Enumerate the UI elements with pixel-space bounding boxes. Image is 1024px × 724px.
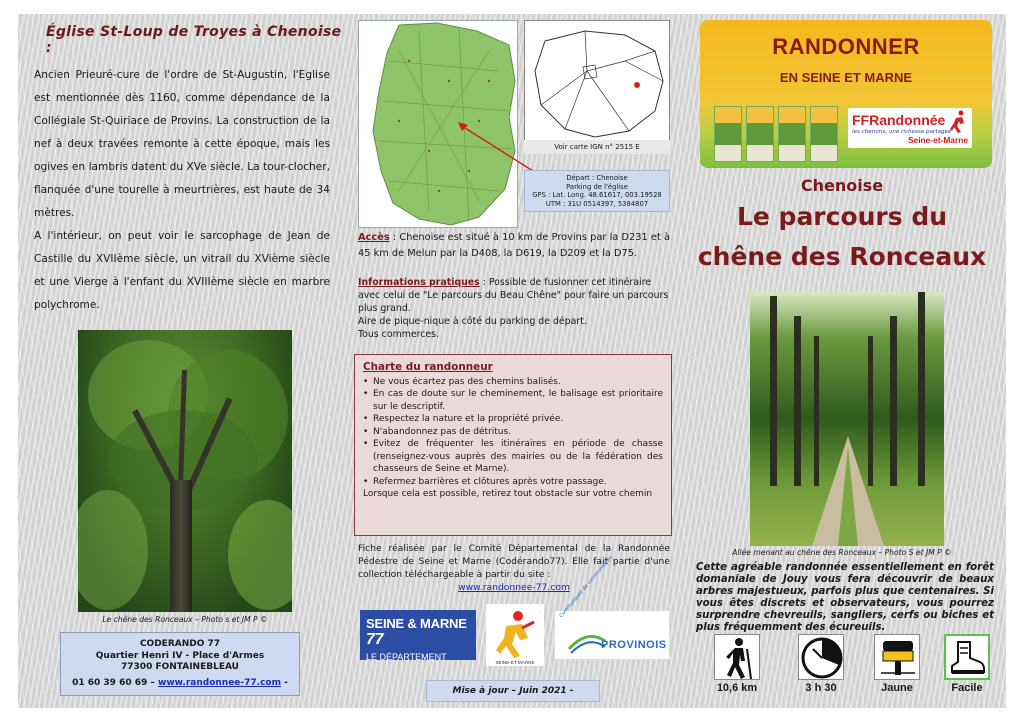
hiker-charter-box — [354, 354, 672, 536]
fiche-credit: Fiche réalisée par le Comité Départemental de la Randonnée Pédestre de Seine et Marne (Codérando77). Elle fait partie d'une collection téléchargeable à partir du site : — [358, 543, 670, 580]
seine-marne-logo-subtitle: LE DÉPARTEMENT — [366, 652, 447, 662]
panel-middle — [348, 14, 678, 708]
seine-marne-logo-text: SEINE & MARNE — [366, 616, 467, 631]
departure-line: UTM : 31U 0514397, 5384807 — [545, 199, 649, 208]
ign-map-note: Voir carte IGN n° 2515 E — [524, 140, 670, 154]
oak-tree-photo — [78, 330, 292, 612]
contact-phone: 01 60 39 60 69 – — [72, 677, 155, 688]
ff-small-logo-text: SEINE-ET-MARNE — [495, 660, 535, 665]
difficulty-card — [944, 634, 990, 680]
provinois-logo — [554, 554, 670, 660]
clock-icon — [799, 635, 845, 681]
guidebook-cover — [714, 106, 742, 162]
charter-item: • N'abandonnez pas de détritus. — [363, 426, 663, 439]
practical-info-section — [358, 276, 670, 341]
forest-path-photo — [750, 292, 944, 546]
church-title: Église St-Loup de Troyes à Chenoise : — [46, 24, 342, 56]
church-paragraph-1: Ancien Prieuré-cure de l'ordre de St-Augustin, l'Eglise est mentionnée dès 1160, comme dépendance de la Collégiale St-Quiriace de Provins. La construction de la nef à deux travées remonte à cette époque, mais les ogives en lambris datent du XVe siècle. La tour-clocher, flanquée d'une tourelle à meurtrières, est haute de 34 mètres. — [34, 69, 330, 219]
marking-label: Jaune — [881, 682, 913, 694]
update-date: Mise à jour – Juin 2021 - — [426, 680, 600, 702]
contact-phone-line — [61, 678, 299, 690]
departure-line: Parking de l'église — [566, 182, 628, 191]
ff-brand: FFRandonnée — [852, 112, 946, 128]
marking-card — [874, 634, 920, 680]
charter-title: Charte du randonneur — [363, 361, 493, 373]
oak-photo-caption: Le chêne des Ronceaux – Photo s et JM P © — [102, 615, 268, 624]
town-name: Chenoise — [800, 176, 884, 195]
church-description — [34, 64, 330, 317]
guidebook-cover — [778, 106, 806, 162]
randonner-banner — [700, 20, 992, 168]
provinois-arc-text: Communauté de communes du — [558, 554, 614, 619]
route-description: Cette agréable randonnée essentiellement en forêt domaniale de Jouy vous fera découvrir de beaux arbres majestueux, parfois plus que centenaires. Si vous êtes discrets et observateurs, vous pourrez surprendre chevreuils, sangliers, cerfs ou biches et plus fréquemment des écureuils. — [696, 562, 994, 633]
brochure-sheet — [18, 14, 1006, 708]
contact-name: CODERANDO 77 — [139, 639, 221, 649]
ff-tagline: les chemins, une richesse partagée — [852, 129, 952, 135]
practical-info-label: Informations pratiques — [358, 277, 480, 288]
hiker-icon — [715, 635, 761, 681]
charter-item: • Ne vous écartez pas des chemins balisés. — [363, 376, 663, 389]
contact-dash: - — [284, 677, 288, 688]
panel-left — [18, 14, 348, 708]
ff-region: Seine-et-Marne — [907, 135, 968, 145]
region-map — [524, 20, 670, 142]
duration-label: 3 h 30 — [805, 682, 837, 694]
seine-et-marne-logo — [360, 610, 476, 660]
route-title-line2: chêne des Ronceaux — [697, 242, 987, 271]
ffrandonnee-logo — [848, 108, 972, 148]
distance-label: 10,6 km — [716, 682, 758, 694]
provinois-name: PROVINOIS — [601, 639, 667, 651]
banner-subtitle: EN SEINE ET MARNE — [779, 70, 913, 85]
contact-address-line2: 77300 FONTAINEBLEAU — [121, 662, 239, 672]
access-text: : Chenoise est situé à 10 km de Provins par la D231 et à 45 km de Melun par la D408, la D619, la D209 et la D75. — [358, 232, 670, 259]
boot-icon — [946, 636, 988, 678]
departure-line: Départ : Chenoise — [566, 174, 628, 182]
guidebook-cover — [746, 106, 774, 162]
charter-list — [363, 376, 663, 489]
ff-walker-icon — [950, 110, 968, 134]
charter-item: • En cas de doute sur le cheminement, le balisage est prioritaire sur le descriptif. — [363, 388, 663, 413]
charter-item: • Respectez la nature et la propriété privée. — [363, 413, 663, 426]
practical-info-text: : Possible de fusionner cet itinéraire avec celui de "Le parcours du Beau Chêne" pour faire un parcours plus grand. — [358, 277, 669, 314]
panel-right — [678, 14, 1006, 708]
guidebook-cover — [810, 106, 838, 162]
ffrandonnee-small-logo — [486, 604, 544, 666]
difficulty-label: Facile — [951, 682, 983, 694]
departure-line: GPS : Lat. Long. 48.61617, 003.19528 — [532, 191, 662, 199]
seine-marne-logo-number: 77 — [366, 631, 384, 648]
practical-info-shops: Tous commerces. — [358, 329, 440, 340]
contact-address-line1: Quartier Henri IV - Place d'Armes — [95, 650, 265, 661]
charter-item: • Evitez de fréquenter les itinéraires en période de chasse (renseignez-vous auprès des mairies ou de la fédération des chasseurs de Seine et Marne). — [363, 438, 663, 476]
access-section — [358, 230, 670, 261]
distance-card — [714, 634, 760, 680]
departure-box — [524, 170, 670, 212]
duration-card — [798, 634, 844, 680]
banner-title: RANDONNER — [772, 34, 920, 59]
church-paragraph-2: A l'intérieur, on peut voir le sarcophage de Jean de Castille du XVIIème siècle, un vitrail du XVième siècle et une Vierge à l'enfant du XVIIIème siècle en marbre polychrome. — [34, 230, 330, 311]
path-photo-caption: Allée menant au chêne des Ronceaux – Photo S et JM P © — [732, 548, 952, 557]
contact-website-link[interactable]: www.randonnee-77.com — [158, 677, 281, 688]
practical-info-picnic: Aire de pique-nique à côté du parking de départ. — [358, 316, 587, 327]
fiche-website-link[interactable]: www.randonnee-77.com — [458, 582, 570, 593]
route-title-line1: Le parcours du — [736, 202, 948, 231]
access-label: Accès — [358, 232, 390, 243]
contact-box — [60, 632, 300, 696]
charter-item: • Refermez barrières et clôtures après votre passage. — [363, 476, 663, 489]
paint-mark-icon — [875, 635, 921, 681]
charter-closing: Lorsque cela est possible, retirez tout obstacle sur votre chemin — [363, 489, 653, 499]
